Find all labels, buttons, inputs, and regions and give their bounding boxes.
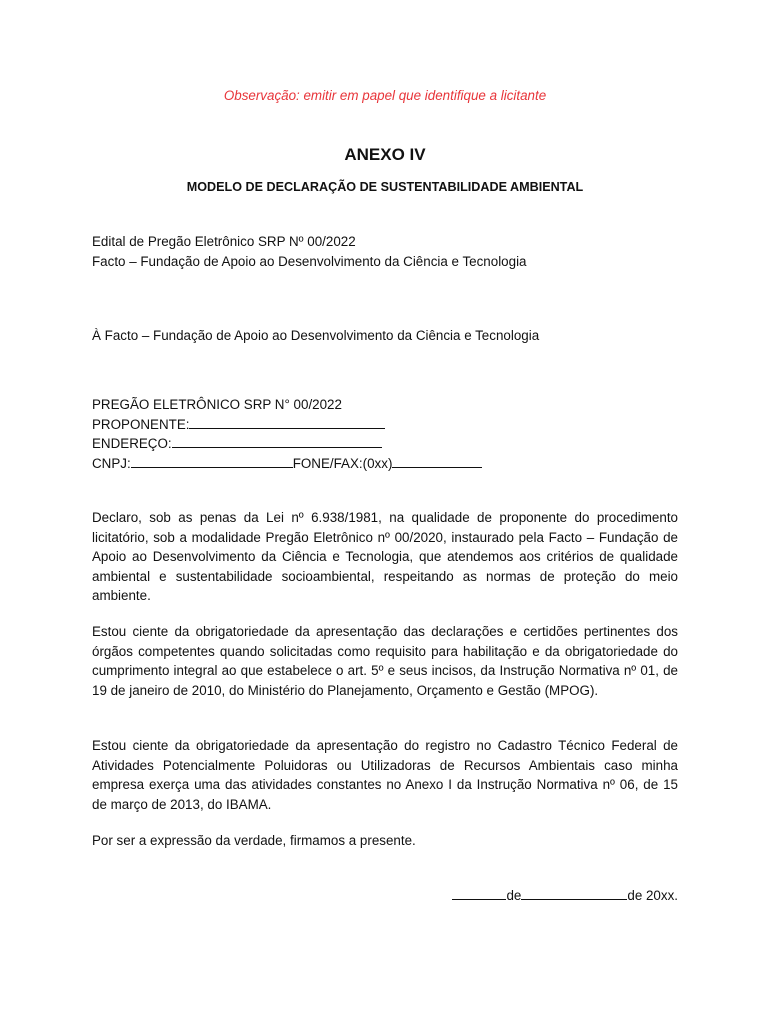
proponente-row	[92, 415, 680, 435]
recipient-block	[92, 326, 680, 346]
declaration-paragraph-1: Declaro, sob as penas da Lei nº 6.938/1981, na qualidade de proponente do procedimento licitatório, sob a modalidade Pregão Eletrônico nº 00/2020, instaurado pela Facto – Fundação de Apoio ao Desenvolvimento da Ciência e Tecnologia, que atendemos aos critérios de qualidade ambiental e sustentabilidade socioambiental, respeitando as normas de proteção do meio ambiente.	[92, 510, 678, 603]
declaration-paragraph-3: Estou ciente da obrigatoriedade da apresentação do registro no Cadastro Técnico Federal de Atividades Potencialmente Poluidoras ou Utilizadoras de Recursos Ambientais caso minha empresa exerça uma das atividades constantes no Anexo I da Instrução Normativa nº 06, de 15 de março de 2013, do IBAMA.	[92, 738, 678, 812]
foundation-line: Facto – Fundação de Apoio ao Desenvolvimento da Ciência e Tecnologia	[92, 253, 527, 269]
cnpj-row	[92, 454, 680, 474]
observation-note: Observação: emitir em papel que identifique a licitante	[223, 88, 547, 103]
recipient-line: À Facto – Fundação de Apoio ao Desenvolvimento da Ciência e Tecnologia	[92, 328, 540, 343]
fone-label: FONE/FAX:(0xx)	[292, 455, 393, 471]
closing-paragraph: Por ser a expressão da verdade, firmamos a presente.	[92, 833, 416, 848]
fone-blank	[392, 454, 482, 468]
date-line	[452, 886, 678, 903]
endereco-blank	[172, 434, 382, 448]
proponente-blank	[189, 415, 385, 429]
proponente-label: PROPONENTE:	[92, 416, 190, 432]
cnpj-blank	[131, 454, 293, 468]
date-de-1: de	[506, 888, 522, 903]
endereco-label: ENDEREÇO:	[92, 436, 172, 451]
endereco-row	[92, 434, 680, 454]
identification-form	[92, 395, 680, 473]
pregao-line: PREGÃO ELETRÔNICO SRP N° 00/2022	[92, 397, 342, 412]
edital-block	[92, 232, 680, 271]
edital-line: Edital de Pregão Eletrônico SRP Nº 00/2022	[92, 234, 356, 249]
day-blank	[452, 886, 506, 900]
date-de-2: de 20xx.	[627, 888, 678, 903]
cnpj-label: CNPJ:	[92, 455, 131, 471]
annex-title: ANEXO IV	[344, 145, 426, 164]
annex-subtitle: MODELO DE DECLARAÇÃO DE SUSTENTABILIDADE AMBIENTAL	[186, 180, 584, 194]
declaration-paragraph-2: Estou ciente da obrigatoriedade da apresentação das declarações e certidões pertinentes dos órgãos competentes quando solicitadas como requisito para habilitação e da obrigatoriedade do cumprimento integral ao que estabelece o art. 5º e seus incisos, da Instrução Normativa nº 01, de 19 de janeiro de 2010, do Ministério do Planejamento, Orçamento e Gestão (MPOG).	[92, 624, 678, 698]
month-blank	[521, 886, 627, 900]
